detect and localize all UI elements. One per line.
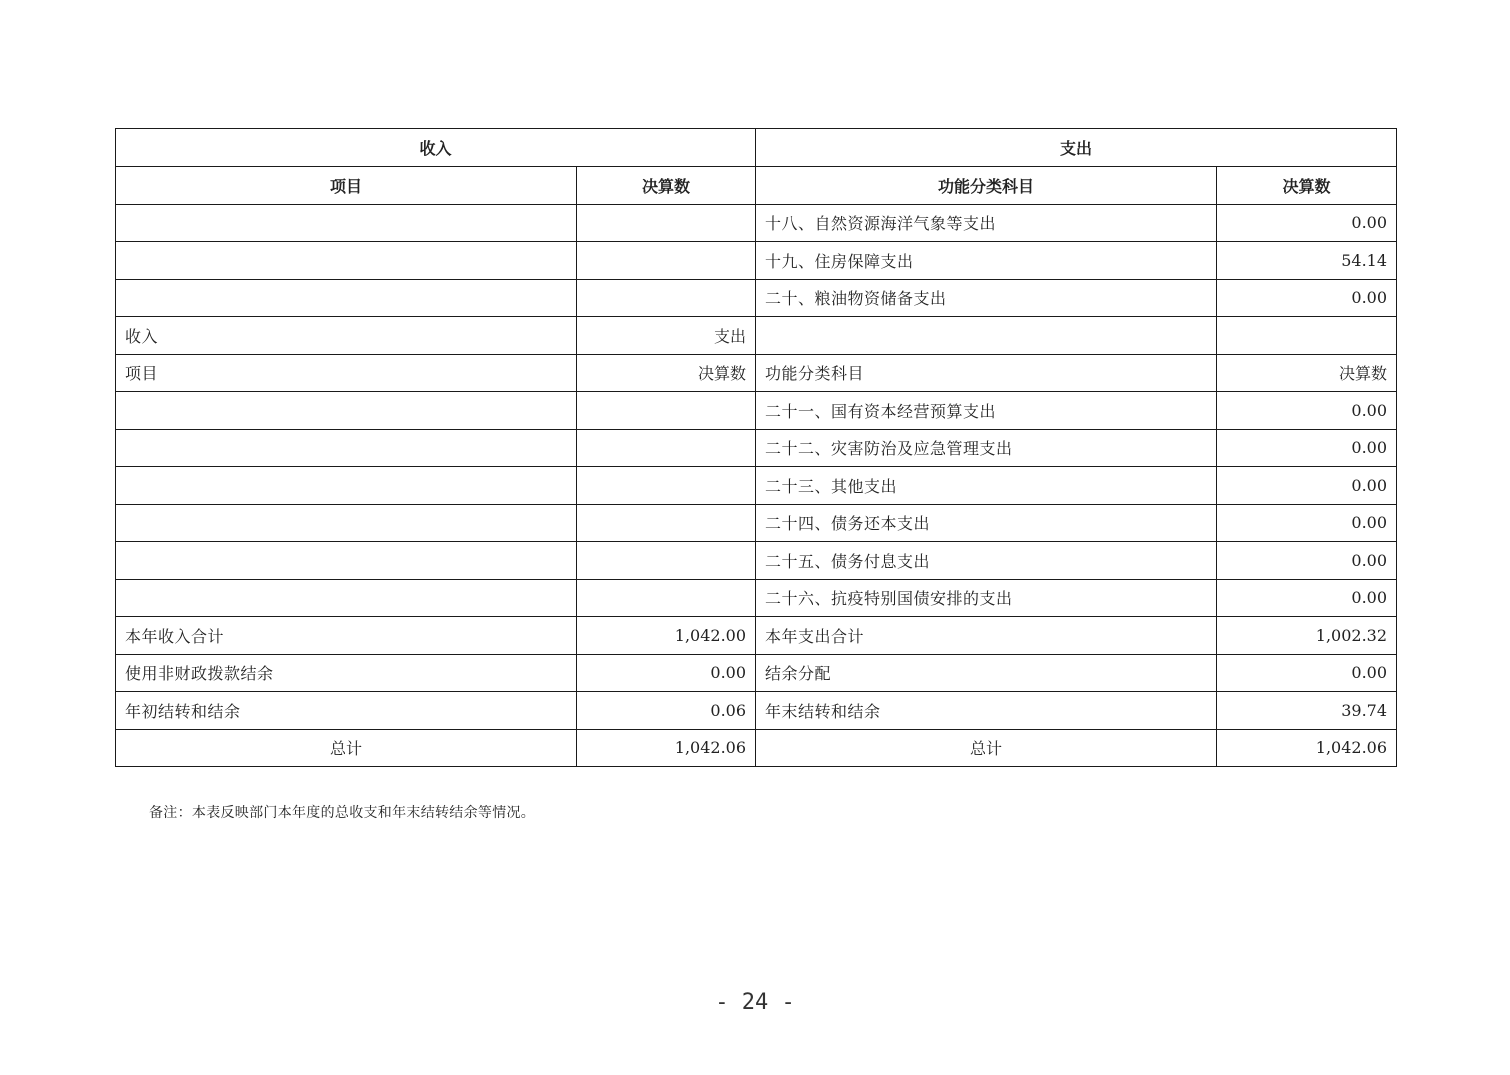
income-item-cell: [116, 579, 577, 617]
income-item-cell: 年初结转和结余: [116, 692, 577, 730]
expense-total-label: 总计: [756, 729, 1217, 767]
expense-item-cell: 本年支出合计: [756, 617, 1217, 655]
expense-amount-cell: 0.00: [1217, 579, 1397, 617]
income-amount-cell: [577, 279, 756, 317]
table-row: [116, 279, 1397, 317]
income-amount-cell: [577, 504, 756, 542]
income-item-cell: [116, 542, 577, 580]
expense-amount-cell: 0.00: [1217, 542, 1397, 580]
table-row: [116, 467, 1397, 505]
income-amount-cell: 0.00: [577, 654, 756, 692]
expense-amount-cell: 0.00: [1217, 392, 1397, 430]
table-row: [116, 692, 1397, 730]
income-amount-cell: [577, 467, 756, 505]
income-amount-cell: 支出: [577, 317, 756, 355]
table-row: [116, 654, 1397, 692]
table-row: [116, 429, 1397, 467]
income-item-cell: 本年收入合计: [116, 617, 577, 655]
expense-amount-cell: 决算数: [1217, 354, 1397, 392]
expense-item-cell: 二十五、债务付息支出: [756, 542, 1217, 580]
table-row: [116, 204, 1397, 242]
expense-item-header: 功能分类科目: [756, 167, 1217, 205]
table-row: [116, 354, 1397, 392]
table-row: [116, 317, 1397, 355]
income-item-cell: [116, 429, 577, 467]
group-header-row: [116, 129, 1397, 167]
expense-amount-cell: 54.14: [1217, 242, 1397, 280]
income-item-cell: [116, 279, 577, 317]
expense-amount-cell: 0.00: [1217, 204, 1397, 242]
page-number: - 24 -: [715, 990, 795, 1015]
income-expense-table: [115, 128, 1397, 767]
income-amount-header: 决算数: [577, 167, 756, 205]
expense-amount-cell: 0.00: [1217, 504, 1397, 542]
table-row: [116, 542, 1397, 580]
income-item-header: 项目: [116, 167, 577, 205]
income-amount-cell: 决算数: [577, 354, 756, 392]
expense-group-header: 支出: [756, 129, 1397, 167]
expense-amount-cell: 0.00: [1217, 654, 1397, 692]
income-amount-cell: [577, 542, 756, 580]
income-item-cell: 收入: [116, 317, 577, 355]
expense-amount-cell: 0.00: [1217, 467, 1397, 505]
income-item-cell: 项目: [116, 354, 577, 392]
table-body: [116, 204, 1397, 729]
expense-amount-header: 决算数: [1217, 167, 1397, 205]
income-total-amount: 1,042.06: [577, 729, 756, 767]
expense-item-cell: 二十、粮油物资储备支出: [756, 279, 1217, 317]
table-row: [116, 617, 1397, 655]
table-row: [116, 504, 1397, 542]
expense-item-cell: 十八、自然资源海洋气象等支出: [756, 204, 1217, 242]
income-item-cell: 使用非财政拨款结余: [116, 654, 577, 692]
expense-item-cell: 结余分配: [756, 654, 1217, 692]
expense-amount-cell: [1217, 317, 1397, 355]
expense-item-cell: 二十四、债务还本支出: [756, 504, 1217, 542]
income-item-cell: [116, 467, 577, 505]
expense-item-cell: 二十二、灾害防治及应急管理支出: [756, 429, 1217, 467]
expense-total-amount: 1,042.06: [1217, 729, 1397, 767]
table-row: [116, 242, 1397, 280]
expense-item-cell: 功能分类科目: [756, 354, 1217, 392]
income-item-cell: [116, 392, 577, 430]
expense-item-cell: 年末结转和结余: [756, 692, 1217, 730]
expense-item-cell: 二十一、国有资本经营预算支出: [756, 392, 1217, 430]
income-group-header: 收入: [116, 129, 756, 167]
income-item-cell: [116, 242, 577, 280]
expense-amount-cell: 1,002.32: [1217, 617, 1397, 655]
income-amount-cell: [577, 579, 756, 617]
expense-item-cell: 二十三、其他支出: [756, 467, 1217, 505]
expense-amount-cell: 0.00: [1217, 429, 1397, 467]
income-amount-cell: [577, 429, 756, 467]
expense-item-cell: 十九、住房保障支出: [756, 242, 1217, 280]
expense-item-cell: 二十六、抗疫特别国债安排的支出: [756, 579, 1217, 617]
income-item-cell: [116, 204, 577, 242]
income-amount-cell: 1,042.00: [577, 617, 756, 655]
income-amount-cell: [577, 392, 756, 430]
income-amount-cell: 0.06: [577, 692, 756, 730]
income-item-cell: [116, 504, 577, 542]
income-amount-cell: [577, 204, 756, 242]
income-amount-cell: [577, 242, 756, 280]
column-header-row: [116, 167, 1397, 205]
total-row: [116, 729, 1397, 767]
expense-amount-cell: 0.00: [1217, 279, 1397, 317]
income-total-label: 总计: [116, 729, 577, 767]
expense-amount-cell: 39.74: [1217, 692, 1397, 730]
table-note: 备注：本表反映部门本年度的总收支和年末结转结余等情况。: [149, 805, 536, 821]
table-row: [116, 579, 1397, 617]
table-row: [116, 392, 1397, 430]
expense-item-cell: [756, 317, 1217, 355]
